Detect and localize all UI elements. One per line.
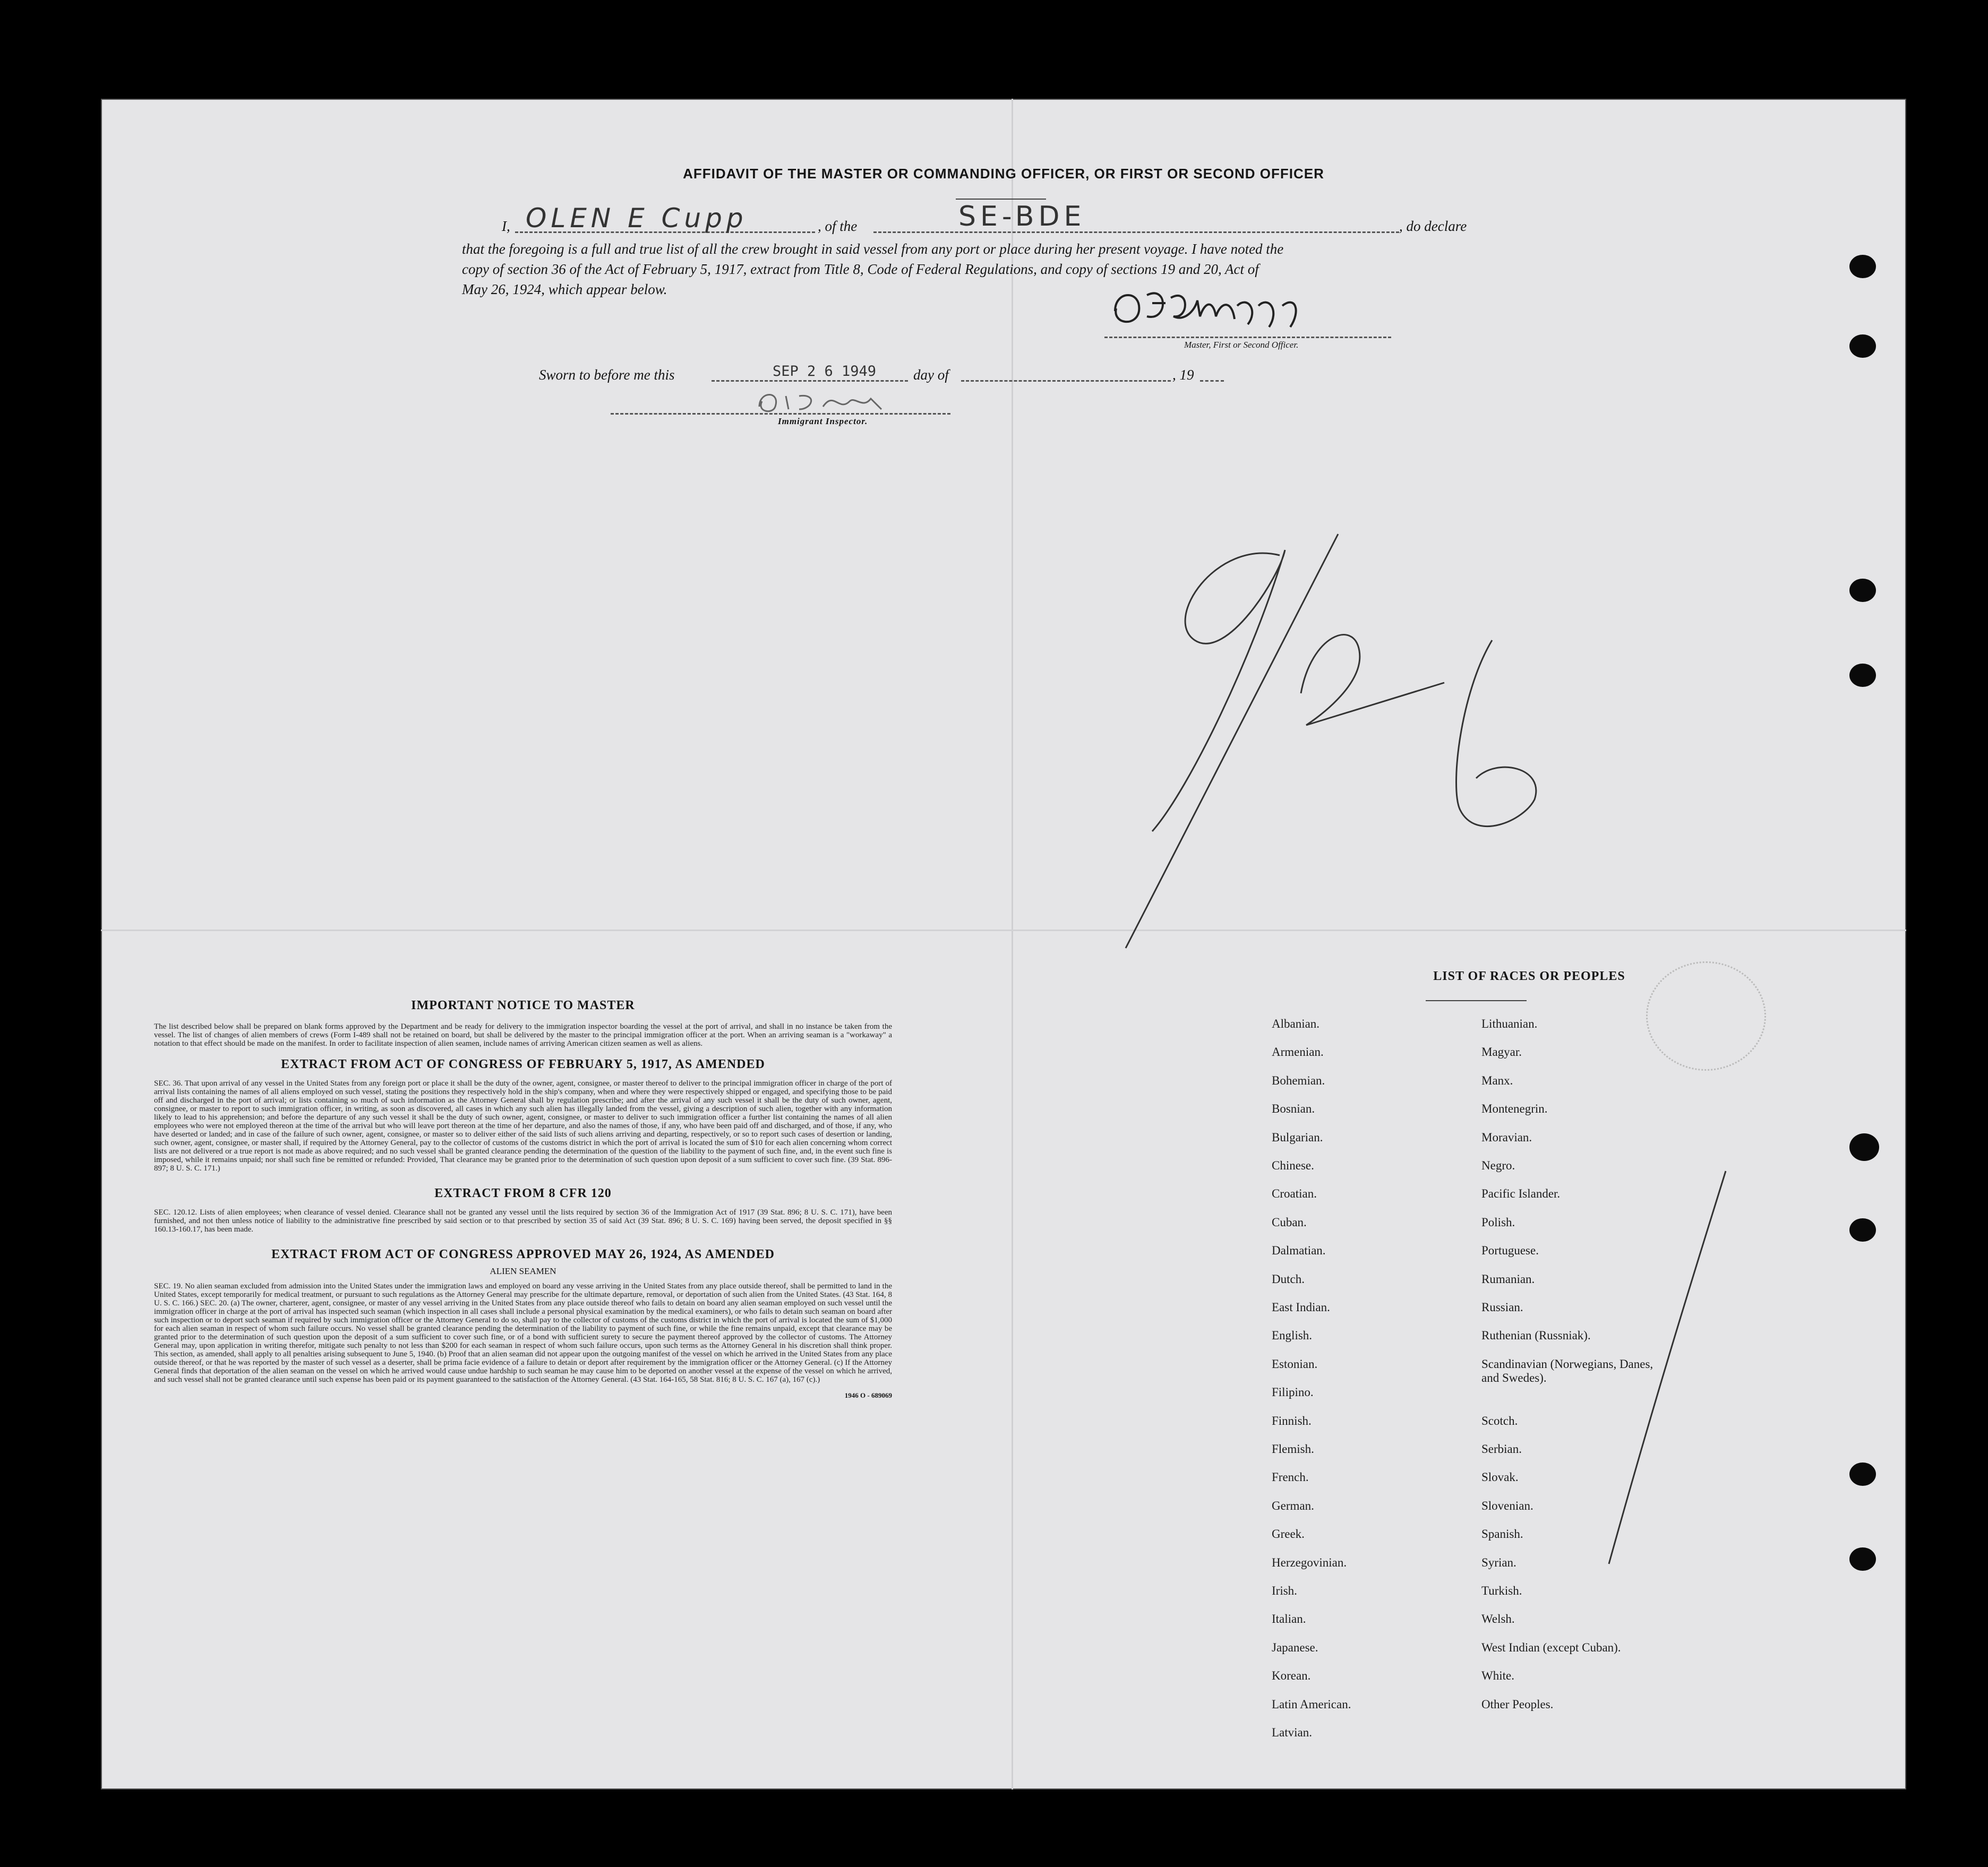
race-item: Bosnian. — [1272, 1102, 1315, 1116]
binder-hole — [1849, 1133, 1879, 1161]
extract2-body: SEC. 120.12. Lists of alien employees; when clearance of vessel denied. Clearance shall not be granted any vessel until the lists required by section 36 of the Immigration Act of 1917 (39 Stat. 896; 8 U. S. C. 171), have been furnished, and not then unless notice of liability to the administrative fine prescribed by said section or to that prescribed by section 35 of said Act (39 Stat. 896; 8 U. S. C. 169) having been served, the deposit specified in §§ 160.13-160.17, has been made. — [154, 1208, 892, 1234]
race-item: White. — [1481, 1669, 1514, 1683]
race-item: Pacific Islander. — [1481, 1187, 1561, 1201]
races-title: LIST OF RACES OR PEOPLES — [1433, 969, 1625, 983]
race-item: Moravian. — [1481, 1130, 1532, 1144]
sworn-day-line — [712, 380, 908, 382]
affidavit-declare: , do declare — [1399, 218, 1467, 234]
sworn-day-of: day of — [913, 367, 949, 383]
signature-caption: Master, First or Second Officer. — [1184, 340, 1299, 350]
sworn-prefix: Sworn to before me this — [539, 367, 675, 383]
print-code: 1946 O - 689069 — [844, 1391, 892, 1399]
race-item: Scotch. — [1481, 1414, 1518, 1427]
race-item: Irish. — [1272, 1584, 1297, 1597]
race-item: Estonian. — [1272, 1357, 1318, 1371]
race-item: Japanese. — [1272, 1640, 1318, 1654]
race-item: German. — [1272, 1499, 1314, 1512]
race-item: Cuban. — [1272, 1215, 1307, 1229]
race-item: Russian. — [1481, 1301, 1523, 1314]
document-page — [101, 99, 1906, 1789]
race-item: Lithuanian. — [1481, 1017, 1538, 1030]
binder-hole — [1849, 1547, 1876, 1571]
race-item: Finnish. — [1272, 1414, 1312, 1427]
race-item: Serbian. — [1481, 1442, 1522, 1456]
race-item: Latvian. — [1272, 1726, 1312, 1739]
race-item: Herzegovinian. — [1272, 1555, 1347, 1569]
race-item: Dalmatian. — [1272, 1244, 1326, 1258]
race-item: Turkish. — [1481, 1584, 1522, 1597]
sworn-year: , 19 — [1172, 367, 1194, 383]
notice-body: The list described below shall be prepared on blank forms approved by the Department and be ready for delivery to the immigration inspector boarding the vessel at the port of arrival, and shall in no instance be taken from the vessel. The list of changes of alien members of crews (Form I-489 shall not be retained on board, but shall be delivered by the master to the principal immigration officer at the port. When an arriving seaman is a "workaway" a notation to that effect should be made on the manifest. In order to facilitate inspection of alien seamen, include names of arriving American citizen seamen as well as aliens. — [154, 1022, 892, 1048]
binder-hole — [1849, 255, 1876, 278]
race-item: French. — [1272, 1470, 1309, 1484]
vessel-name-handwritten: SE-BDE — [958, 201, 1086, 233]
race-item: Filipino. — [1272, 1386, 1314, 1399]
binder-hole — [1849, 664, 1876, 687]
race-item: Negro. — [1481, 1159, 1515, 1172]
race-item: English. — [1272, 1329, 1313, 1343]
race-item: Magyar. — [1481, 1045, 1522, 1059]
race-item: Welsh. — [1481, 1612, 1515, 1626]
affidavit-title: AFFIDAVIT OF THE MASTER OR COMMANDING OFFICER, OR FIRST OR SECOND OFFICER — [683, 166, 1324, 182]
affidavit-i: I, — [502, 218, 510, 234]
race-item: Montenegrin. — [1481, 1102, 1548, 1116]
inspector-line — [611, 413, 950, 415]
race-item: Dutch. — [1272, 1272, 1305, 1286]
race-item: Armenian. — [1272, 1045, 1324, 1059]
race-item: Bulgarian. — [1272, 1130, 1323, 1144]
race-item: Italian. — [1272, 1612, 1306, 1626]
affidavit-of-the: , of the — [818, 218, 858, 234]
affidavit-body-line: copy of section 36 of the Act of February 5, 1917, extract from Title 8, Code of Federal Regulations, and copy of sections 19 and 20, Act of — [462, 261, 1259, 277]
sworn-year-line — [1200, 380, 1224, 382]
affidavit-body-line: that the foregoing is a full and true list of all the crew brought in said vessel from any port or place during her present voyage. I have noted the — [462, 241, 1284, 257]
inspector-signature — [749, 385, 908, 417]
binder-hole — [1849, 1218, 1876, 1242]
races-rule — [1426, 1000, 1527, 1001]
extract1-title: EXTRACT FROM ACT OF CONGRESS OF FEBRUARY 5, 1917, AS AMENDED — [281, 1057, 765, 1071]
extract1-body: SEC. 36. That upon arrival of any vessel in the United States from any foreign port or place it shall be the duty of the owner, agent, consignee, or master thereof to deliver to the principal immigration officer in charge of the port of arrival lists containing the names of all aliens employed on such vessel, stating the positions they respectively hold in the ship's company, when and where they were respectively shipped or engaged, and specifying those to be paid off and discharged in the port of arrival; or lists containing so much of such information as the Attorney General shall by regulation prescribe; and after the arrival of any such vessel it shall be the duty of such owner, agent, consignee, or master to report to such immigration officer, in writing, as soon as discovered, all cases in which any such alien has illegally landed from the vessel, giving a description of such alien, together with any information likely to lead to his apprehension; and before the departure of any such vessel it shall be the duty of such owner, agent, consignee, or master to deliver to such immigration officer a further list containing the names of all alien employees who were not employed thereon at the time of the arrival but who will leave port thereon at the time of her departure, and also the names of those, if any, who have been paid off and discharged, and of those, if any, who have deserted or landed; and in case of the failure of such owner, agent, consignee, or master so to deliver either of the said lists of such aliens arriving and departing, respectively, or so to report such cases of desertion or landing, such owner, agent, consignee, or master shall, if required by the Attorney General, pay to the collector of customs of the customs district in which the port of arrival is located the sum of $10 for each alien concerning whom correct lists are not delivered or a true report is not made as above required; and no such vessel shall be granted clearance pending the determination of the question of the liability to the payment of such fine, and, in the event such fine is imposed, while it remains unpaid; nor shall such fine be remitted or refunded: Provided, That clearance may be granted prior to the determination of such question upon deposit of a sum sufficient to cover such fine. (39 Stat. 896-897; 8 U. S. C. 171.) — [154, 1079, 892, 1173]
vertical-fold — [1012, 99, 1013, 1789]
notice-block — [154, 999, 892, 1400]
race-item: Korean. — [1272, 1669, 1311, 1683]
pencil-date-annotation — [1057, 417, 1747, 959]
race-item: Syrian. — [1481, 1555, 1516, 1569]
binder-hole — [1849, 579, 1876, 602]
race-item: Manx. — [1481, 1073, 1513, 1087]
binder-hole — [1849, 334, 1876, 358]
race-item: Bohemian. — [1272, 1073, 1325, 1087]
sworn-month-line — [961, 380, 1171, 382]
pencil-date-text: 9/26 — [1057, 417, 1058, 418]
extract3-subtitle: ALIEN SEAMEN — [490, 1266, 556, 1276]
title-rule — [956, 199, 1046, 200]
race-item: Chinese. — [1272, 1159, 1314, 1172]
extract3-body: SEC. 19. No alien seaman excluded from admission into the United States under the immigration laws and employed on board any vesse arriving in the United States from any place outside thereof, shall be permitted to land in the United States, except temporarily for medical treatment, or pursuant to such regulations as the Attorney General may prescribe for the ultimate departure, removal, or deportation of such alien from the United States. (43 Stat. 164, 8 U. S. C. 166.) SEC. 20. (a) The owner, charterer, agent, consignee, or master of any vessel arriving in the United States from any place outside thereof who fails to detain on board any alien seaman employed on such vessel until the immigration officer in charge at the port of arrival has inspected such seaman (which inspection in all cases shall include a personal physical examination by the medical examiners), or who fails to detain such seaman on board after such inspection or to deport such seaman if required by such immigration officer or the Attorney General to do so, shall pay to the collector of customs of the customs district in which the port of arrival is located the sum of $1,000 for each alien seaman in respect of whom such failure occurs. No vessel shall be granted clearance pending the determination of the liability to payment of such fine, or while the fine remains unpaid, except that clearance may be granted prior to the determination of such question upon the deposit of a sum sufficient to cover such fine, or of a bond with sufficient surety to secure the payment thereof approved by the collector of customs. The Attorney General may, upon application in writing therefor, mitigate such penalty to not less than $200 for each seaman in respect of whom such failure occurs, upon such terms as the Attorney General in his discretion shall think proper. This section, as amended, shall apply to all penalties arising subsequent to June 5, 1940. (b) Proof that an alien seaman did not appear upon the outgoing manifest of the vessel on which he arrived in the United States from any place outside thereof, or that he was reported by the master of such vessel as a deserter, shall be prima facie evidence of a failure to detain or deport after requirement by the immigration officer or the Attorney General. (c) If the Attorney General finds that deportation of the alien seaman on the vessel on which he arrived would cause undue hardship to such seaman he may cause him to be deported on another vessel at the expense of the vessel on which he arrived, and such vessel shall not be granted clearance until such expense has been paid or its payment guaranteed to the satisfaction of the Attorney General. (43 Stat. 164-165, 58 Stat. 816; 8 U. S. C. 167 (a), 167 (c).) — [154, 1282, 892, 1384]
race-item: Albanian. — [1272, 1017, 1320, 1030]
race-item: West Indian (except Cuban). — [1481, 1640, 1621, 1654]
race-item: Flemish. — [1272, 1442, 1314, 1456]
race-item: Latin American. — [1272, 1697, 1351, 1711]
race-item: Slovak. — [1481, 1470, 1519, 1484]
extract3-title: EXTRACT FROM ACT OF CONGRESS APPROVED MAY 26, 1924, AS AMENDED — [271, 1247, 775, 1261]
race-item: Portuguese. — [1481, 1244, 1539, 1258]
race-item: Croatian. — [1272, 1187, 1317, 1201]
notice-title: IMPORTANT NOTICE TO MASTER — [411, 999, 635, 1012]
race-item: Ruthenian (Russniak). — [1481, 1329, 1591, 1343]
race-item: Greek. — [1272, 1527, 1305, 1541]
officer-name-handwritten: OLEN E Cupp — [526, 203, 748, 234]
extract2-title: EXTRACT FROM 8 CFR 120 — [434, 1186, 612, 1200]
sworn-date-stamp: SEP 2 6 1949 — [773, 363, 877, 380]
race-item: Other Peoples. — [1481, 1697, 1554, 1711]
race-item: Slovenian. — [1481, 1499, 1533, 1512]
race-item: Scandinavian (Norwegians, Danes, and Swedes). — [1481, 1357, 1653, 1384]
race-item: Rumanian. — [1481, 1272, 1535, 1286]
vessel-name-line — [873, 231, 1399, 233]
binder-hole — [1849, 1462, 1876, 1486]
inspector-caption: Immigrant Inspector. — [778, 416, 868, 426]
race-item: Polish. — [1481, 1215, 1515, 1229]
affidavit-body-line: May 26, 1924, which appear below. — [462, 281, 667, 297]
race-item: Spanish. — [1481, 1527, 1523, 1541]
signature-line — [1104, 337, 1391, 338]
master-signature — [1110, 274, 1386, 332]
race-item: East Indian. — [1272, 1301, 1330, 1314]
